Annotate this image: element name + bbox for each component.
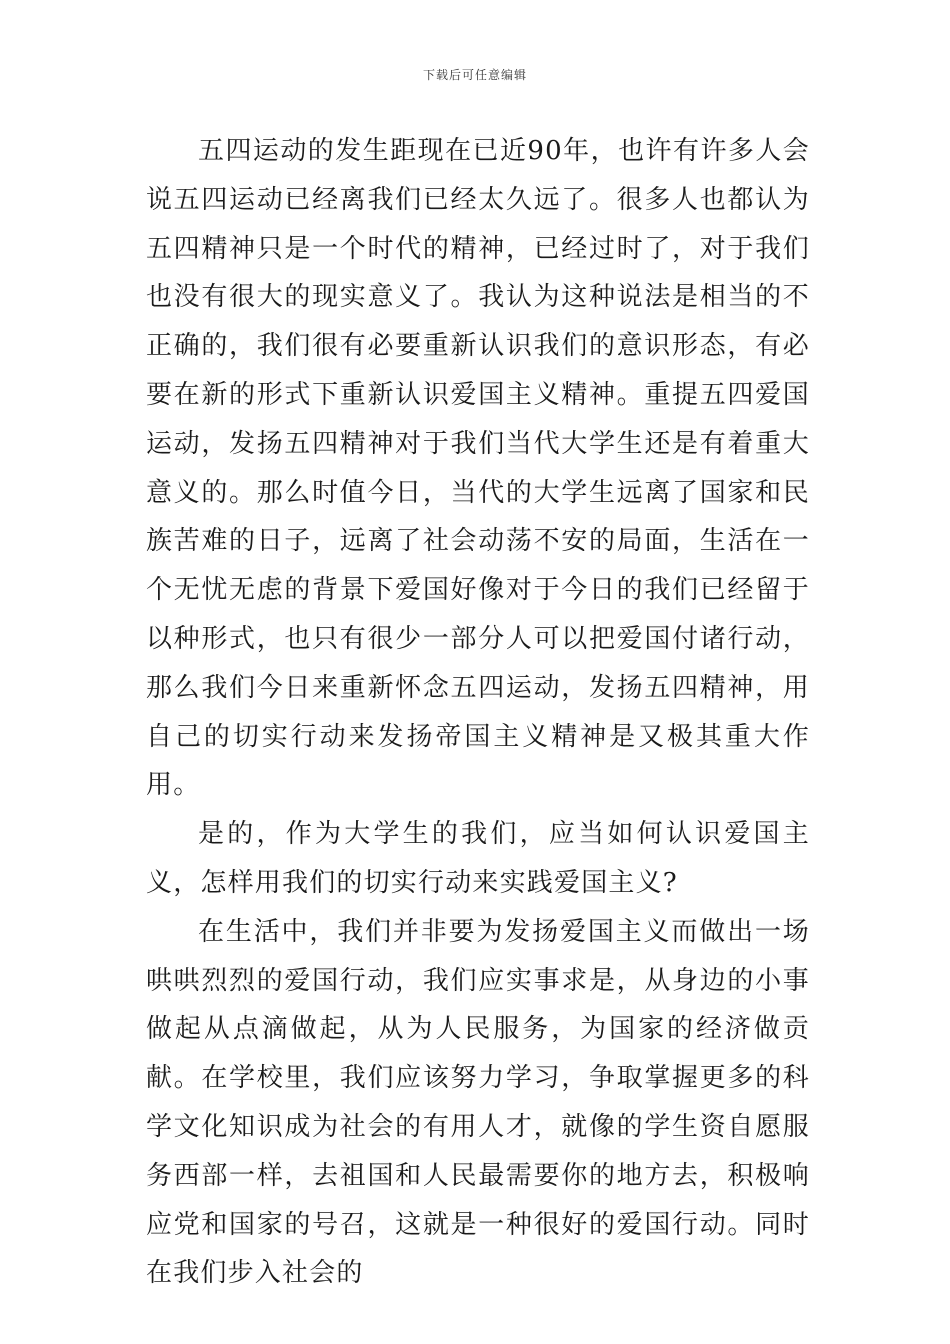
header-note: 下载后可任意编辑 bbox=[422, 68, 527, 82]
document-body bbox=[146, 127, 810, 1298]
paragraph-1: 五四运动的发生距现在已近90年，也许有许多人会说五四运动已经离我们已经太久远了。很多人也都认为五四精神只是一个时代的精神，已经过时了，对于我们也没有很大的现实意义了。我认为这种说法是相当的不正确的，我们很有必要重新认识我们的意识形态，有必要在新的形式下重新认识爱国主义精神。重提五四爱国运动，发扬五四精神对于我们当代大学生还是有着重大意义的。那么时值今日，当代的大学生远离了国家和民族苦难的日子，远离了社会动荡不安的局面，生活在一个无忧无虑的背景下爱国好像对于今日的我们已经留于以种形式，也只有很少一部分人可以把爱国付诸行动，那么我们今日来重新怀念五四运动，发扬五四精神，用自己的切实行动来发扬帝国主义精神是又极其重大作用。 bbox=[146, 136, 810, 801]
paragraph-2: 是的，作为大学生的我们，应当如何认识爱国主义，怎样用我们的切实行动来实践爱国主义? bbox=[146, 819, 810, 898]
paragraph-3: 在生活中，我们并非要为发扬爱国主义而做出一场哄哄烈烈的爱国行动，我们应实事求是，从身边的小事做起从点滴做起，从为人民服务，为国家的经济做贡献。在学校里，我们应该努力学习，争取掌握更多的科学文化知识成为社会的有用人才，就像的学生资自愿服务西部一样，去祖国和人民最需要你的地方去，积极响应党和国家的号召，这就是一种很好的爱国行动。同时在我们步入社会的 bbox=[146, 916, 810, 1289]
